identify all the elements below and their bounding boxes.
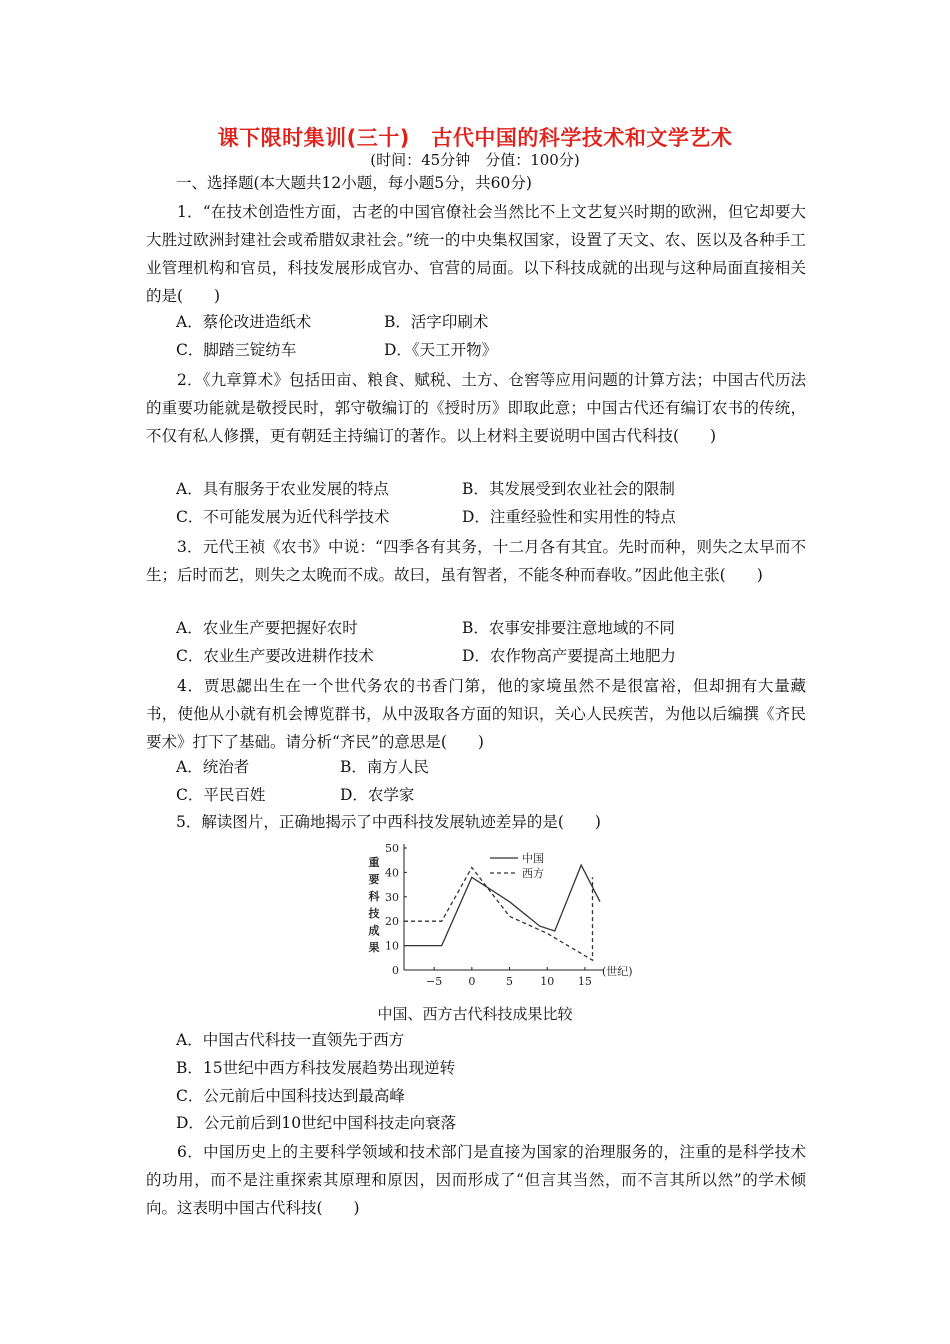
option-a: A．中国古代科技一直领先于西方 (176, 1031, 405, 1049)
y-tick-label: 0 (392, 964, 399, 977)
chart-caption: 中国、西方古代科技成果比较 (377, 1005, 573, 1023)
option-a: A．统治者 (176, 758, 250, 776)
option-d: D．农学家 (340, 786, 415, 804)
y-axis-label-char: 重 (368, 856, 380, 869)
y-axis-label-char: 成 (368, 924, 380, 937)
option-d: D．注重经验性和实用性的特点 (462, 508, 676, 526)
series-line-1 (404, 868, 593, 961)
option-c: C．不可能发展为近代科学技术 (176, 508, 390, 526)
option-b: B．南方人民 (340, 758, 429, 776)
option-a: A．具有服务于农业发展的特点 (176, 480, 389, 498)
legend-label: 西方 (522, 867, 544, 880)
option-b: B．其发展受到农业社会的限制 (462, 480, 675, 498)
y-axis-label (368, 855, 381, 954)
line-chart-svg (360, 838, 650, 998)
line-chart (360, 838, 650, 998)
section-heading: 一、选择题(本大题共12小题，每小题5分，共60分) (176, 174, 532, 192)
series-line-0 (404, 865, 600, 946)
option-a: A．蔡伦改进造纸术 (176, 313, 312, 331)
question-stem: 2．《九章算术》包括田亩、粮食、赋税、土方、仓窖等应用问题的计算方法；中国古代历法的重要功能就是敬授民时，郭守敬编订的《授时历》即取此意；中国古代还有编订农书的传统，不仅有私人修撰，更有朝廷主持编订的著作。以上材料主要说明中国古代科技( ) (146, 371, 806, 445)
y-tick-label: 50 (385, 842, 399, 855)
x-tick-label: −5 (426, 975, 443, 988)
question-stem: 4．贾思勰出生在一个世代务农的书香门第，他的家境虽然不是很富裕，但却拥有大量藏书，使他从小就有机会博览群书，从中汲取各方面的知识，关心人民疾苦，为他以后编撰《齐民要术》打下了基础。请分析“齐民”的意思是( ) (146, 677, 806, 751)
option-b: B．15世纪中西方科技发展趋势出现逆转 (176, 1059, 456, 1077)
x-tick-label: 0 (468, 975, 476, 988)
y-tick-label: 30 (385, 890, 399, 904)
option-a: A．农业生产要把握好农时 (176, 619, 358, 637)
x-tick-label: 10 (540, 975, 555, 988)
y-axis-label-char: 要 (368, 873, 380, 886)
question-stem: 1．“在技术创造性方面，古老的中国官僚社会当然比不上文艺复兴时期的欧洲，但它却要大大胜过欧洲封建社会或希腊奴隶社会。”统一的中央集权国家，设置了天文、农、医以及各种手工业管理机构和官员，科技发展形成官办、官营的局面。以下科技成就的出现与这种局面直接相关的是( ) (146, 203, 806, 305)
y-tick-label: 10 (385, 939, 399, 953)
x-tick-label: 5 (506, 975, 514, 988)
option-d: D．公元前后到10世纪中国科技走向衰落 (176, 1114, 457, 1132)
x-tick-label: 15 (577, 975, 592, 988)
option-b: B．农事安排要注意地域的不同 (462, 619, 675, 637)
y-tick-label: 40 (385, 866, 399, 880)
legend-label: 中国 (522, 852, 544, 865)
option-c: C．脚踏三锭纺车 (176, 341, 297, 359)
page-subtitle: (时间：45分钟 分值：100分) (370, 151, 580, 169)
page-title: 课下限时集训(三十) 古代中国的科学技术和文学艺术 (217, 126, 733, 150)
y-axis-label-char: 技 (368, 907, 380, 920)
x-axis-label: (世纪) (602, 965, 633, 978)
option-d: D．农作物高产要提高土地肥力 (462, 647, 676, 665)
option-c: C．公元前后中国科技达到最高峰 (176, 1087, 405, 1105)
y-axis-label-char: 果 (368, 941, 380, 954)
question-stem: 6．中国历史上的主要科学领域和技术部门是直接为国家的治理服务的，注重的是科学技术的功用，而不是注重探索其原理和原因，因而形成了“但言其当然，而不言其所以然”的学术倾向。这表明中国古代科技( ) (146, 1143, 806, 1217)
y-axis-label-char: 科 (368, 890, 380, 903)
question-stem: 3．元代王祯《农书》中说：“四季各有其务，十二月各有其宜。先时而种，则失之太早而不生；后时而艺，则失之太晚而不成。故曰，虽有智者，不能冬种而春收。”因此他主张( ) (146, 538, 806, 584)
option-d: D．《天工开物》 (384, 341, 498, 359)
option-c: C．农业生产要改进耕作技术 (176, 647, 374, 665)
y-tick-label: 20 (385, 915, 399, 929)
option-c: C．平民百姓 (176, 786, 266, 804)
question-stem: 5．解读图片，正确地揭示了中西科技发展轨迹差异的是( ) (176, 813, 601, 831)
option-b: B．活字印刷术 (384, 313, 489, 331)
